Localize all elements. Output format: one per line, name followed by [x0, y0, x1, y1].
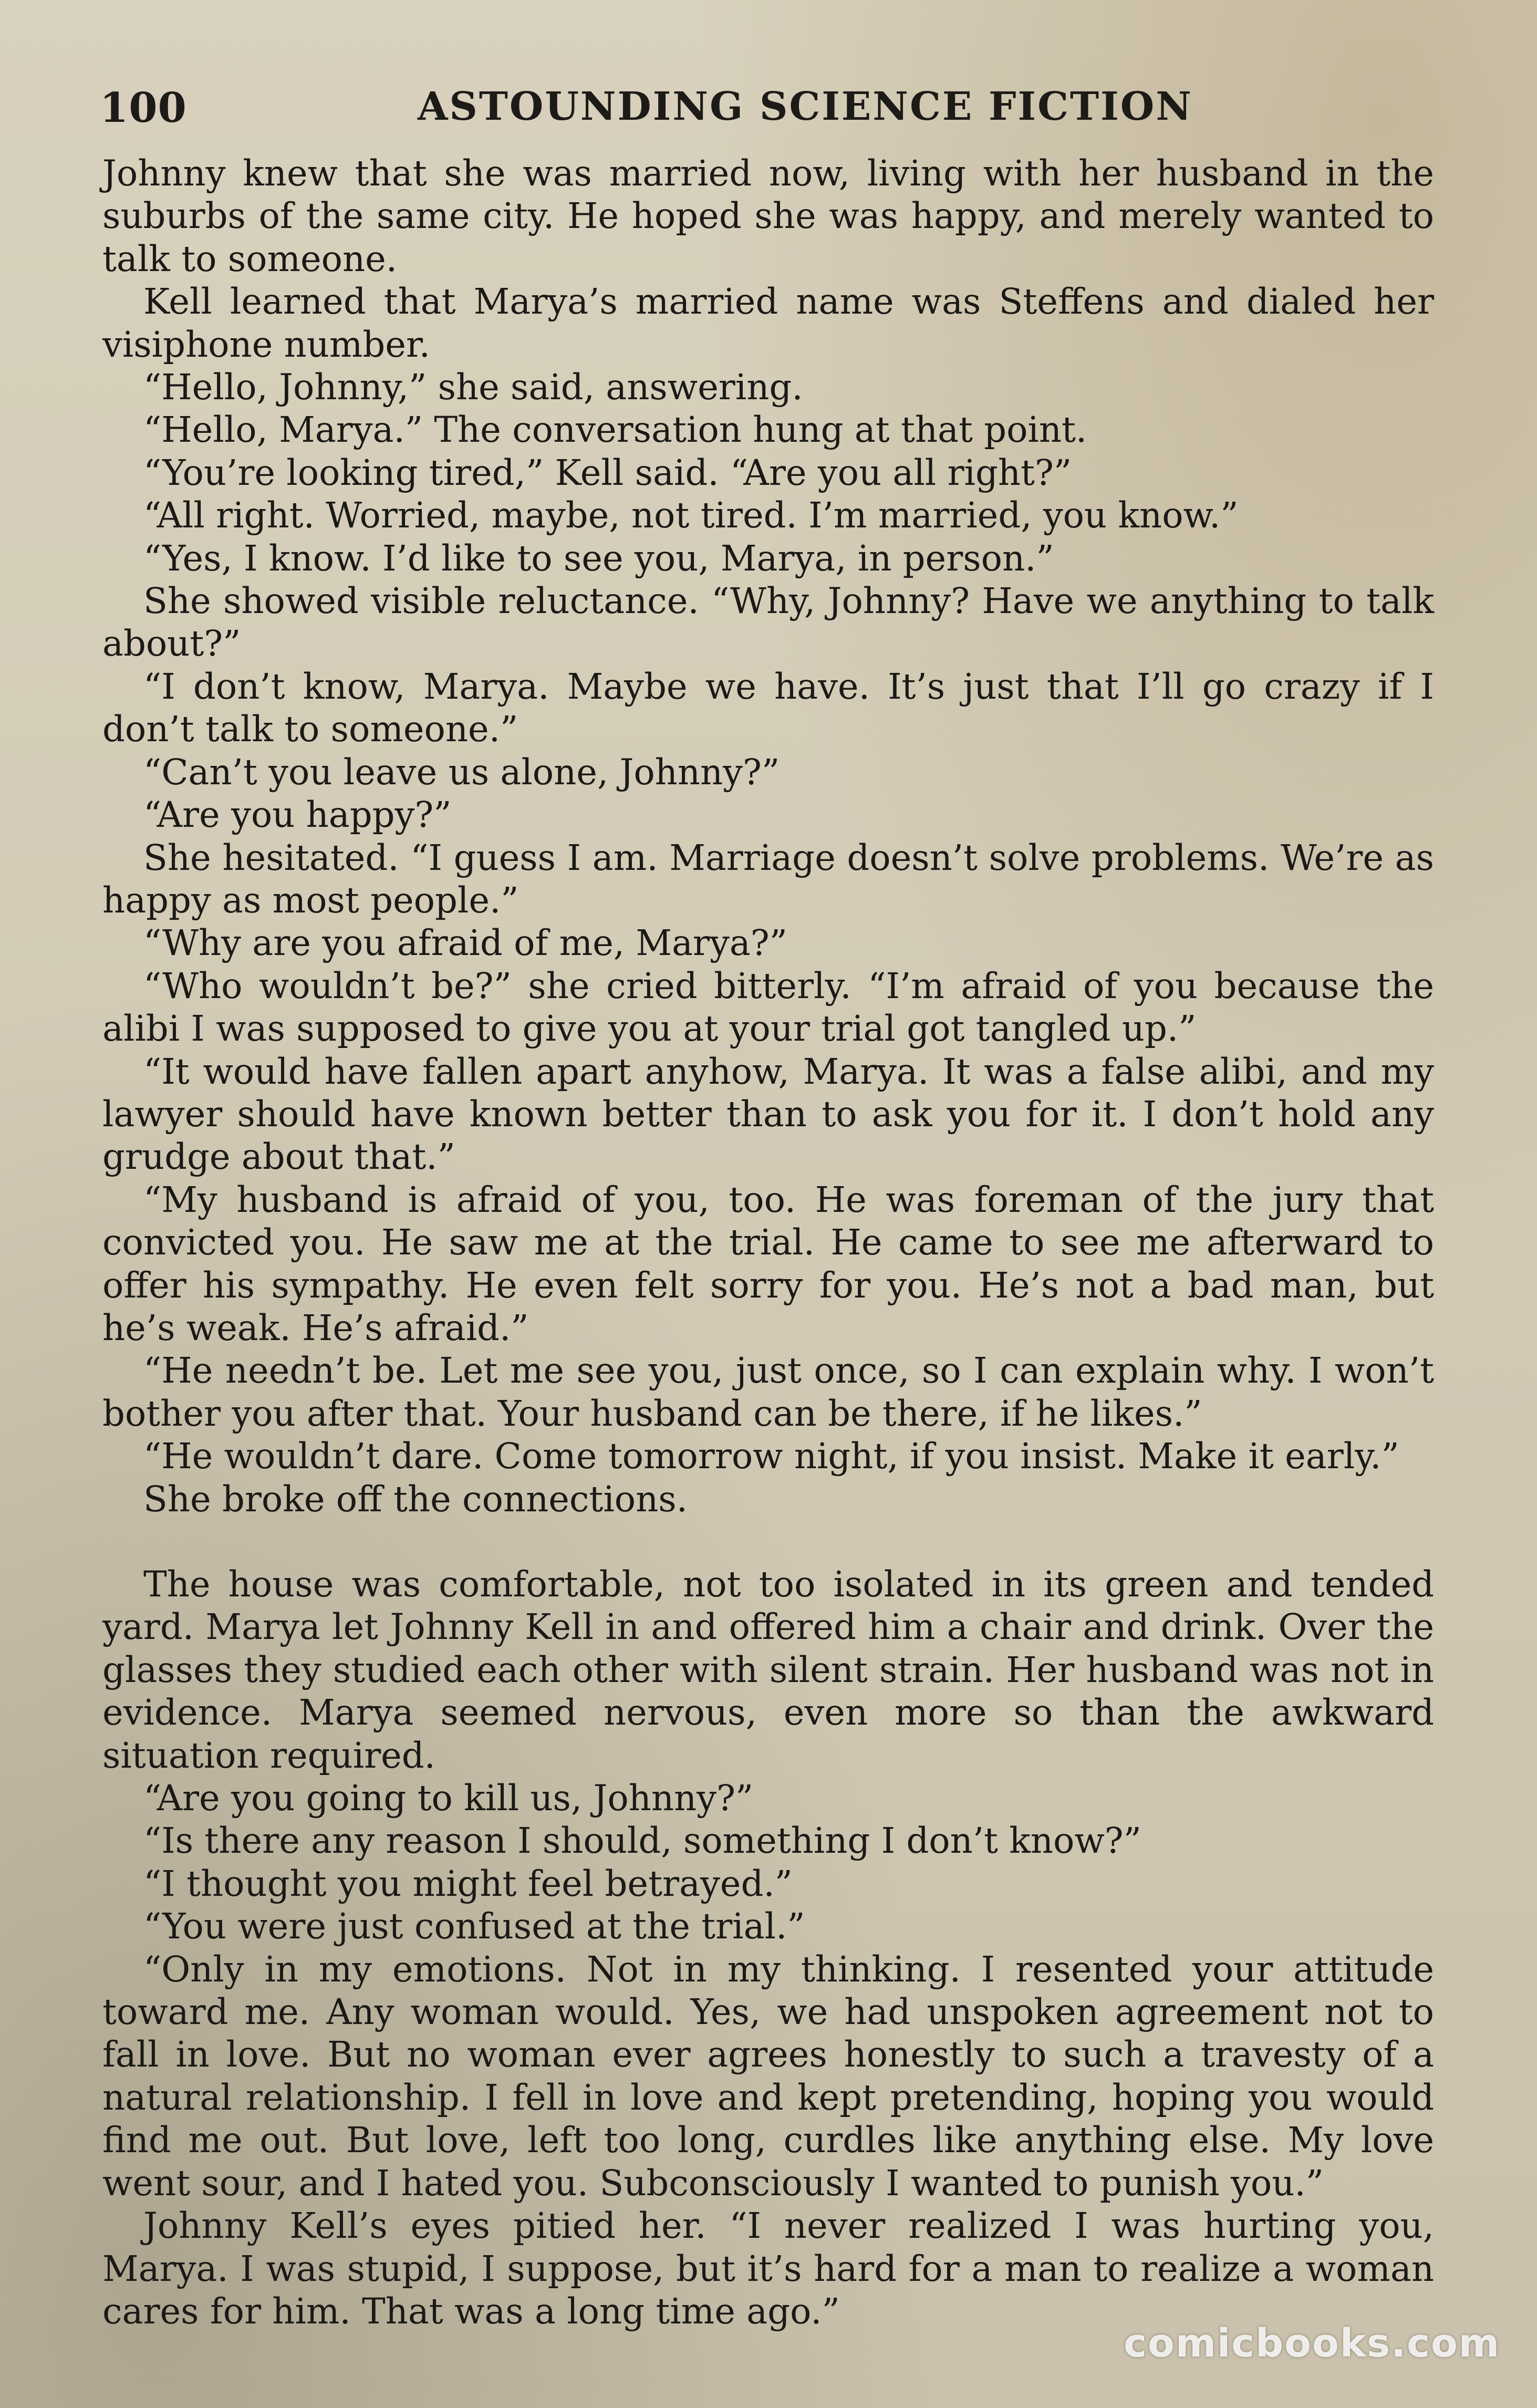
dialogue-paragraph: “Are you happy?” [143, 794, 452, 836]
paragraph: She hesitated. “I guess I am. Marriage doesn’t solve problems. We’re as happy as most people.” [102, 837, 1434, 921]
dialogue-paragraph: “Who wouldn’t be?” she cried bitterly. “I’m afraid of you because the alibi I was supposed to give you at your trial got tangled up.” [102, 965, 1434, 1050]
paragraph: Johnny Kell’s eyes pitied her. “I never realized I was hurting you, Marya. I was stupid, I suppose, but it’s hard for a man to realize a woman cares for him. That was a long time ago.” [102, 2205, 1434, 2332]
dialogue-paragraph: “My husband is afraid of you, too. He was foreman of the jury that convicted you. He saw me at the trial. He came to see me afterward to offer his sympathy. He even felt sorry for you. He’s not a bad man, but he’s weak. He’s afraid.” [102, 1179, 1434, 1348]
paragraph: She broke off the connections. [143, 1478, 688, 1520]
story-text [102, 152, 1434, 2333]
dialogue-paragraph: “Hello, Johnny,” she said, answering. [143, 367, 803, 408]
dialogue-paragraph: “You’re looking tired,” Kell said. “Are you all right?” [143, 452, 1072, 493]
paragraph: Johnny knew that she was married now, living with her husband in the suburbs of the same city. He hoped she was happy, and merely wanted to talk to someone. [102, 153, 1434, 279]
page-number: 100 [100, 84, 187, 132]
section-break [102, 1521, 1434, 1563]
paragraph: The house was comfortable, not too isolated in its green and tended yard. Marya let Johnny Kell in and offered him a chair and drink. Over the glasses they studied each other with silent strain. Her husband was not in evidence. Marya seemed nervous, even more so than the awkward situation required. [102, 1564, 1434, 1776]
dialogue-paragraph: “Hello, Marya.” The conversation hung at that point. [143, 409, 1087, 451]
dialogue-paragraph: “Can’t you leave us alone, Johnny?” [143, 751, 780, 793]
page-header [100, 79, 1193, 142]
dialogue-paragraph: “Yes, I know. I’d like to see you, Marya, in person.” [143, 537, 1054, 579]
dialogue-paragraph: “You were just confused at the trial.” [143, 1906, 805, 1947]
paragraph: Kell learned that Marya’s married name was Steffens and dialed her visiphone number. [102, 281, 1434, 365]
dialogue-paragraph: “He needn’t be. Let me see you, just once, so I can explain why. I won’t bother you after that. Your husband can be there, if he likes.” [102, 1350, 1434, 1434]
dialogue-paragraph: “All right. Worried, maybe, not tired. I’m married, you know.” [143, 495, 1239, 536]
dialogue-paragraph: “Why are you afraid of me, Marya?” [143, 922, 787, 964]
dialogue-paragraph: “Only in my emotions. Not in my thinking. I resented your attitude toward me. Any woman would. Yes, we had unspoken agreement not to fall in love. But no woman ever agrees honestly to such a travesty of a natural relationship. I fell in love and kept pretending, hoping you would find me out. But love, left too long, curdles like anything else. My love went sour, and I hated you. Subconsciously I wanted to punish you.” [102, 1948, 1434, 2204]
paragraph: She showed visible reluctance. “Why, Johnny? Have we anything to talk about?” [102, 580, 1434, 665]
watermark: comicbooks.com [1124, 2321, 1500, 2366]
running-title: ASTOUNDING SCIENCE FICTION [418, 84, 1193, 129]
dialogue-paragraph: “It would have fallen apart anyhow, Marya. It was a false alibi, and my lawyer should have known better than to ask you for it. I don’t hold any grudge about that.” [102, 1051, 1434, 1178]
dialogue-paragraph: “Is there any reason I should, something I don’t know?” [143, 1820, 1141, 1862]
dialogue-paragraph: “Are you going to kill us, Johnny?” [143, 1778, 754, 1819]
dialogue-paragraph: “He wouldn’t dare. Come tomorrow night, if you insist. Make it early.” [143, 1436, 1399, 1477]
dialogue-paragraph: “I thought you might feel betrayed.” [143, 1863, 793, 1904]
dialogue-paragraph: “I don’t know, Marya. Maybe we have. It’s just that I’ll go crazy if I don’t talk to someone.” [102, 666, 1434, 750]
